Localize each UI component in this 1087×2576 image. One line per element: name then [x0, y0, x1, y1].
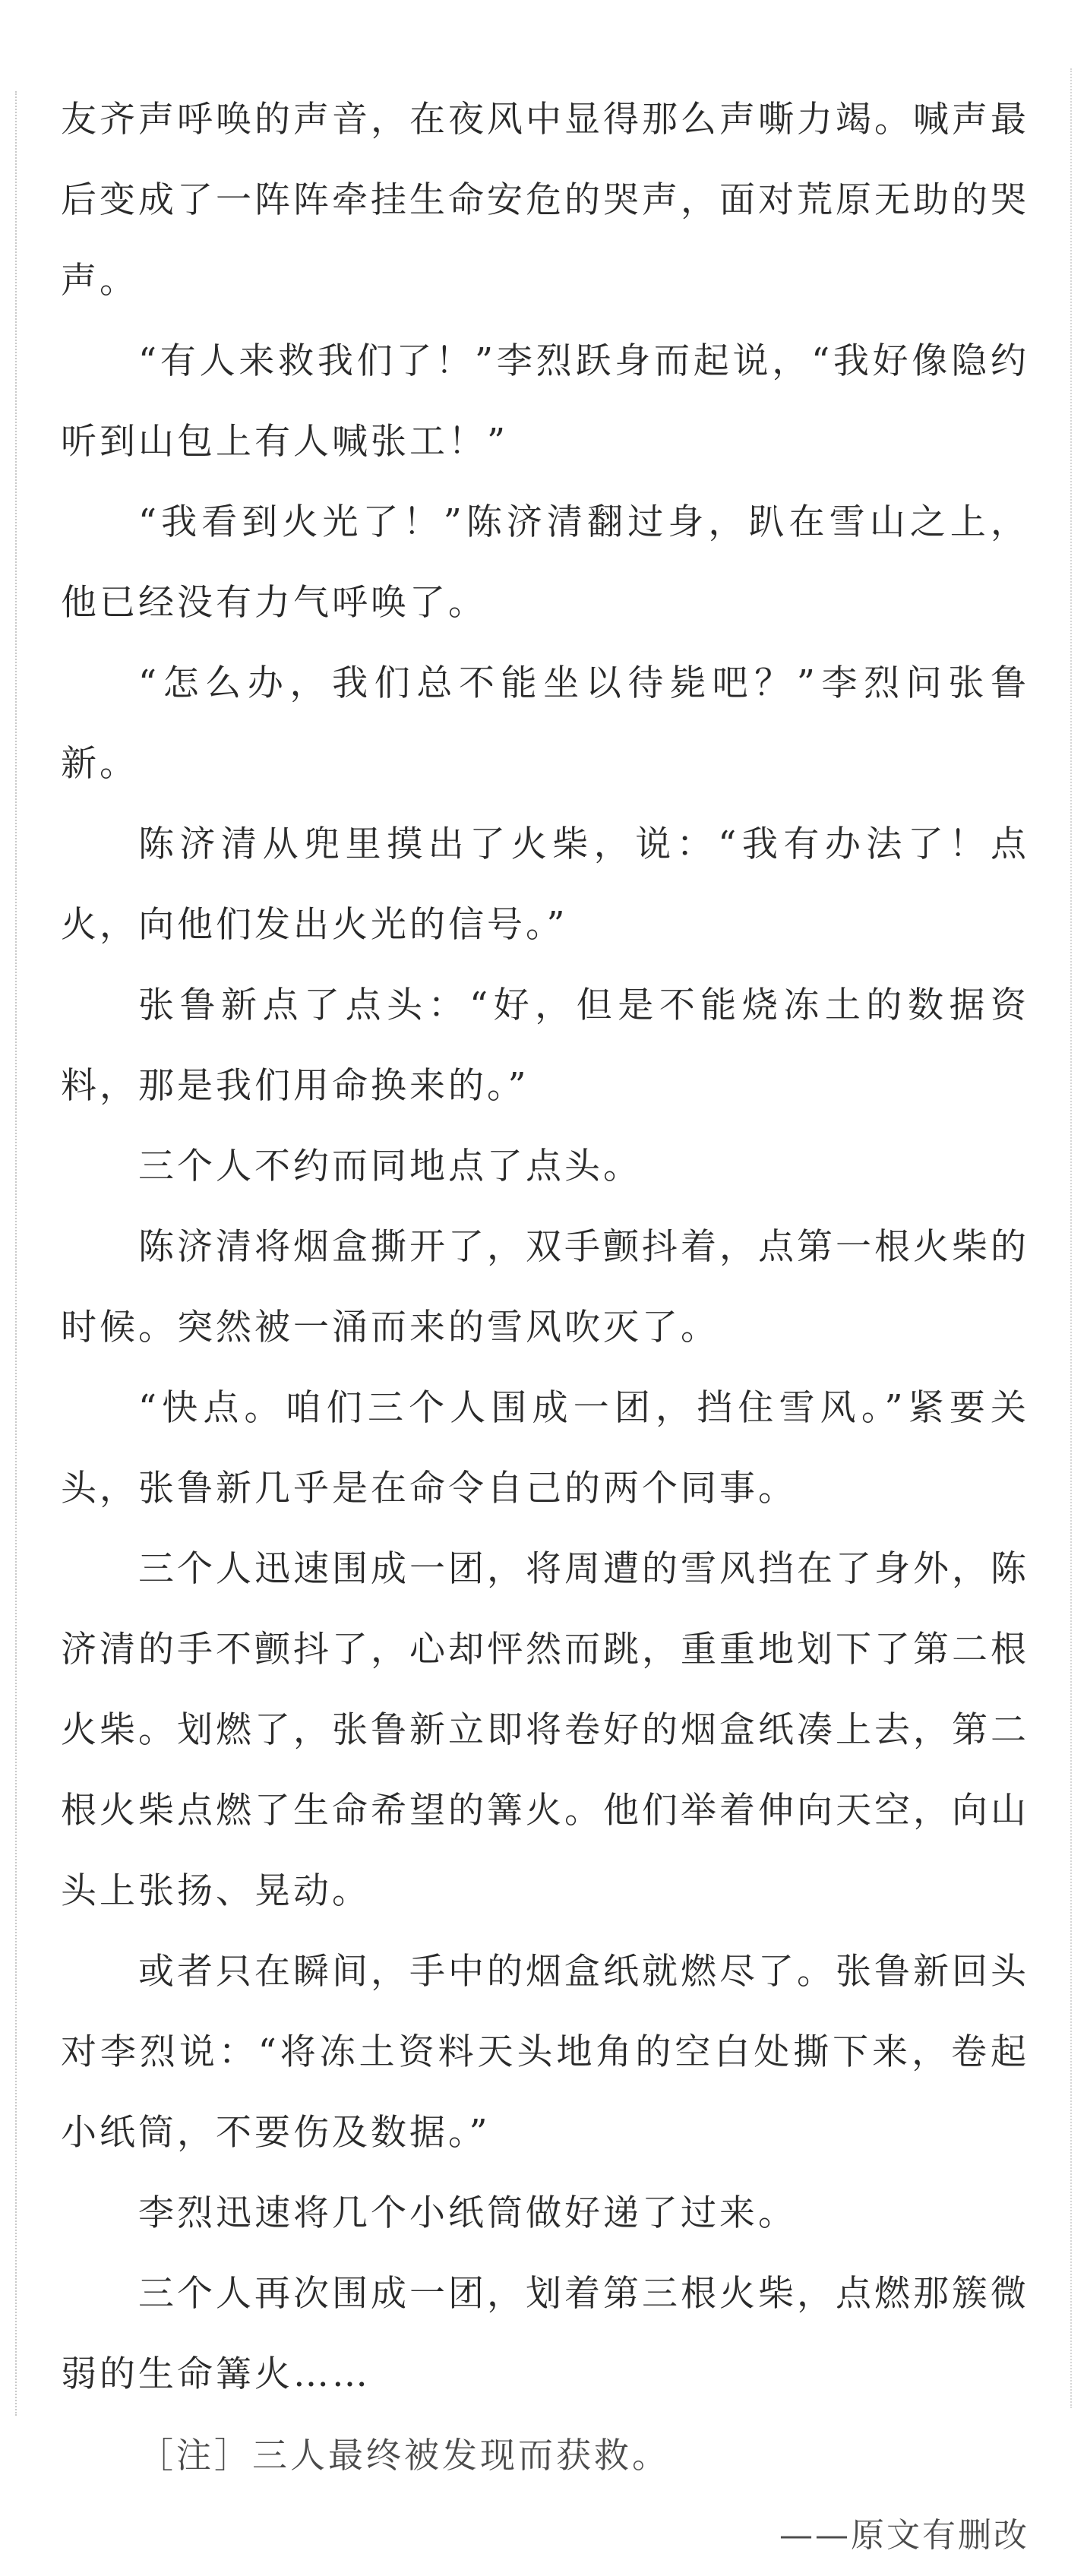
left-dotted-margin-rule: [15, 91, 17, 2416]
article-body: [61, 80, 1029, 2576]
paragraph-12: 李烈迅速将几个小纸筒做好递了过来。: [138, 2192, 797, 2234]
paragraph-6: 张鲁新点了点头：“好，但是不能烧冻土的数据资料，那是我们用命换来的。”: [61, 985, 1029, 1107]
paragraph-11: 或者只在瞬间，手中的烟盒纸就燃尽了。张鲁新回头对李烈说：“将冻土资料天头地角的空白处撕下来，卷起小纸筒，不要伤及数据。”: [61, 1951, 1029, 2154]
paragraph-7: 三个人不约而同地点了点头。: [138, 1146, 642, 1187]
paragraph-10: 三个人迅速围成一团，将周遭的雪风挡在了身外，陈济清的手不颤抖了，心却怦然而跳，重重地划下了第二根火柴。划燃了，张鲁新立即将卷好的烟盒纸凑上去，第二根火柴点燃了生命希望的篝火。他们举着伸向天空，向山头上张扬、晃动。: [61, 1548, 1029, 1912]
paragraph-1: 友齐声呼唤的声音，在夜风中显得那么声嘶力竭。喊声最后变成了一阵阵牵挂生命安危的哭声，面对荒原无助的哭声。: [61, 99, 1029, 302]
paragraph-8: 陈济清将烟盒撕开了，双手颤抖着，点第一根火柴的时候。突然被一涌而来的雪风吹灭了。: [61, 1226, 1029, 1348]
paragraph-5: 陈济清从兜里摸出了火柴，说：“我有办法了！点火，向他们发出火光的信号。”: [61, 823, 1029, 946]
right-dotted-margin-rule: [1070, 68, 1072, 2408]
paragraph-13: 三个人再次围成一团，划着第三根火柴，点燃那簇微弱的生命篝火……: [61, 2273, 1029, 2395]
paragraph-2: “有人来救我们了！”李烈跃身而起说，“我好像隐约听到山包上有人喊张工！”: [61, 340, 1029, 463]
paragraph-4: “怎么办，我们总不能坐以待毙吧？”李烈问张鲁新。: [61, 662, 1029, 785]
paragraph-9: “快点。咱们三个人围成一团，挡住雪风。”紧要关头，张鲁新几乎是在命令自己的两个同事。: [61, 1387, 1029, 1509]
footnote: ［注］三人最终被发现而获救。: [138, 2435, 670, 2476]
source-attribution: ——原文有删改: [779, 2516, 1029, 2555]
paragraph-3: “我看到火光了！”陈济清翻过身，趴在雪山之上，他已经没有力气呼唤了。: [61, 501, 1029, 624]
